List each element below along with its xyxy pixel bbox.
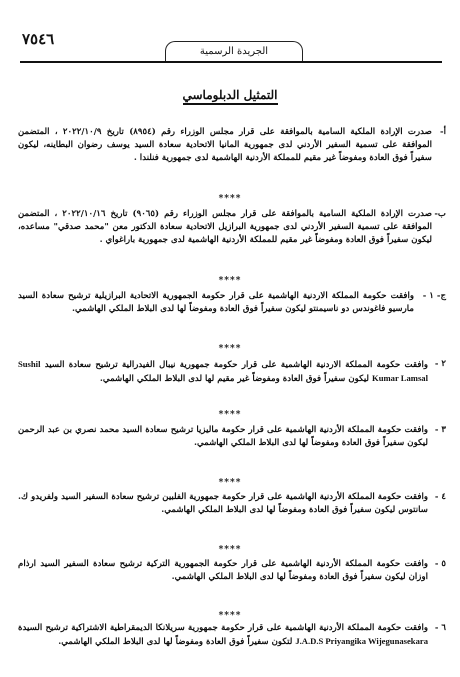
item-text: صدرت الإرادة الملكية السامية بالموافقة على قرار مجلس الوزراء رقم (٩٠٦٥) تاريخ ٢٠٢٢/١٠/١٦ ، المتضمن الموافقة على تسمية السفير الأردني لدى جمهورية البرازيل الاتحادية سعادة الدكتور معن "محمد صدقي" مساعده، ليكون سفيراً فوق العادة ومفوضاً غير مقيم للمملكة الأردنية الهاشمية لدى جمهورية باراغواي . (18, 209, 432, 245)
separator-stars: **** (218, 545, 242, 555)
item-text-before: وافقت حكومة المملكة الأردنية الهاشمية على قرار حكومة جمهورية سريلانكا الديمقراطية الاشتراكية ترشيح السيدة (18, 623, 428, 633)
item-label: ٥ - (434, 559, 446, 569)
separator-stars: **** (218, 194, 242, 204)
gazette-header-title: الجريدة الرسمية (165, 41, 303, 62)
item-label: ٤ - (434, 492, 446, 502)
item-label: ٢ - (434, 359, 446, 369)
decree-item-a (18, 126, 446, 165)
item-label: ٣ - (434, 425, 446, 435)
item-text-after: ليكون سفيراً فوق العادة ومفوضاً غير مقيم لها لدى البلاط الملكي الهاشمي. (99, 374, 370, 384)
separator-stars: **** (218, 276, 242, 286)
approval-item-2 (18, 358, 446, 386)
separator-stars: **** (218, 611, 242, 621)
approval-item-4 (18, 491, 446, 517)
separator-stars: **** (218, 410, 242, 420)
item-text (18, 622, 428, 649)
item-text: صدرت الإرادة الملكية السامية بالموافقة على قرار مجلس الوزراء رقم (٨٩٥٤) تاريخ ٢٠٢٢/١٠/٩ ، المتضمن الموافقة على تسمية السفير الأردني لدى جمهورية المانيا الاتحادية سعادة السيد يوسف رضوان البطاينه، ليكون سفيراً فوق العادة ومفوضاً غير مقيم للمملكة الأردنية الهاشمية لدى جمهورية فنلندا . (18, 127, 432, 163)
item-label: أ- (440, 127, 446, 137)
item-text-after: لتكون سفيراً فوق العادة ومفوضاً لها لدى البلاط الملكي الهاشمي. (58, 637, 293, 647)
approval-item-5 (18, 558, 446, 584)
item-text: وافقت حكومة المملكة الاردنية الهاشمية على قرار حكومة الجمهورية الاتحادية البرازيلية ترشيح سعادة السيد مارسيو فاغوندس دو ناسيمنتو ليكون سفيراً فوق العادة ومفوضاً لها لدى البلاط الملكي الهاشمي. (18, 291, 414, 314)
item-text (18, 358, 428, 386)
item-label: ٦ - (434, 623, 446, 633)
approval-item-6 (18, 622, 446, 649)
header-rule (20, 61, 442, 63)
item-text: وافقت حكومة المملكة الأردنية الهاشمية على قرار حكومة جمهورية الفلبين ترشيح سعادة السفير السيد ولفريدو ك. سانتوس ليكون سفيراً فوق العادة ومفوضاً لها لدى البلاط الملكي الهاشمي. (18, 492, 428, 515)
item-label: ج- ١ - (422, 291, 446, 301)
item-text-before: وافقت حكومة المملكة الاردنية الهاشمية على قرار حكومة جمهورية نيبال الفيدرالية ترشيح سعادة السيد (44, 360, 428, 370)
decree-item-b (18, 208, 446, 247)
item-text: وافقت حكومة المملكة الأردنية الهاشمية على قرار حكومة ماليزيا ترشيح سعادة السيد محمد نصري بن عبد الرحمن ليكون سفيراً فوق العادة ومفوضاً لها لدى البلاط الملكي الهاشمي. (18, 425, 428, 448)
item-label: ب- (434, 209, 446, 219)
section-title-text: التمثيل الدبلوماسي (183, 88, 278, 105)
section-title (0, 88, 460, 102)
page-number: ٧٥٤٦ (22, 30, 55, 48)
ambassador-latin-name: Sushil Kumar Lamsal (18, 359, 428, 383)
item-text: وافقت حكومة المملكة الأردنية الهاشمية على قرار حكومة الجمهورية التركية ترشيح سعادة السفير السيد ارذام اوزان ليكون سفيراً فوق العادة ومفوضاً لها لدى البلاط الملكي الهاشمي. (18, 559, 428, 582)
separator-stars: **** (218, 344, 242, 354)
separator-stars: **** (218, 478, 242, 488)
ambassador-latin-name: J.A.D.S Priyangika Wijegunasekara (295, 636, 428, 646)
approval-item-3 (18, 424, 446, 450)
approval-item-c1 (18, 290, 446, 316)
